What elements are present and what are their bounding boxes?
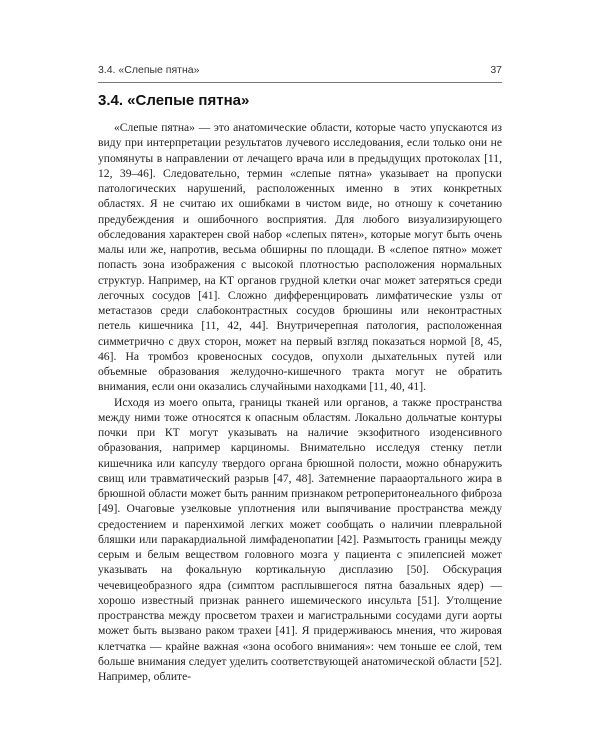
page-number: 37	[490, 64, 502, 76]
paragraph: «Слепые пятна» — это анатомические области, которые часто упускаются из виду при интерпретации результатов лучевого исследования, если только они не упомянуты в направлении от лечащего врача или в предыдущих протоколах [11, 12, 39–46]. Следовательно, термин «слепые пятна» указывает на пропуски патологических нарушений, расположенных именно в этих конкретных областях. Я не считаю их ошибками в чистом виде, но отношу к сочетанию предубеждения и ошибочного восприятия. Для любого визуализирующего обследования характерен свой набор «слепых пятен», которые могут быть очень малы или же, напротив, весьма обширны по площади. В «слепое пятно» может попасть зона изображения с высокой плотностью расположения нормальных структур. Например, на КТ органов грудной клетки очаг может затеряться среди легочных сосудов [41]. Сложно дифференцировать лимфатические узлы от метастазов среди слабоконтрастных сосудов брюшины или неконтрастных петель кишечника [11, 42, 44]. Внутричерепная патология, расположенная симметрично с двух сторон, может на первый взгляд показаться нормой [8, 45, 46]. На тромбоз кровеносных сосудов, опухоли дыхательных путей или объемные образования желудочно-кишечного тракта могут не обратить внимания, если они оказались случайными находками [11, 40, 41].	[98, 121, 502, 394]
body-text	[98, 120, 502, 684]
paragraph: Исходя из моего опыта, границы тканей или органов, а также пространства между ними тоже относятся к опасным областям. Локально дольчатые контуры почки при КТ могут указывать на наличие экзофитного изоденсивного образования, например карциномы. Внимательно исследуя стенку петли кишечника или капсулу твердого органа брюшной полости, можно обнаружить свищ или травматический разрыв [47, 48]. Затемнение парааортального жира в брюшной области может быть ранним признаком ретроперитонеального фиброза [49]. Очаговые узелковые уплотнения или выпячивание пространства между средостением и паренхимой легких может сообщать о наличии плевральной бляшки или паракардиальной лимфаденопатии [42]. Размытость границы между серым и белым веществом головного мозга у пациента с эпилепсией может указывать на фокальную кортикальную дисплазию [50]. Обскурация чечевицеобразного ядра (симптом расплывшегося пятна базальных ядер) — хорошо известный признак раннего ишемического инсульта [51]. Утолщение пространства между просветом трахеи и магистральными сосудами дуги аорты может быть вызвано раком трахеи [41]. Я придерживаюсь мнения, что жировая клетчатка — крайне важная «зона особого внимания»: чем тоньше ее слой, тем больше внимания следует уделить соответствующей анатомической области [52]. Например, облите-	[98, 395, 502, 683]
running-header-section: 3.4. «Слепые пятна»	[98, 64, 200, 76]
running-header	[98, 64, 502, 80]
header-divider	[98, 82, 502, 83]
section-heading: 3.4. «Слепые пятна»	[98, 92, 250, 109]
